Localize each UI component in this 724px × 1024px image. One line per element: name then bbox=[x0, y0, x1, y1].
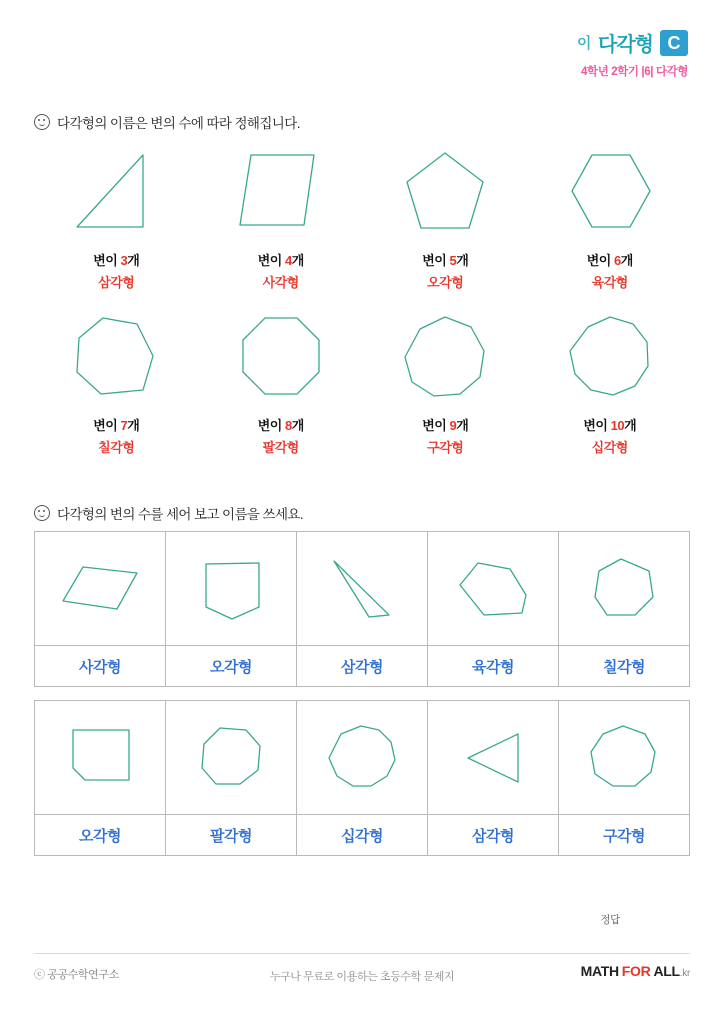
answer-cell[interactable]: 사각형 bbox=[35, 646, 166, 687]
example-sides-text bbox=[363, 250, 528, 269]
footer-copyright: ⓒ 공공수학연구소 bbox=[34, 969, 119, 981]
answer-cell[interactable]: 육각형 bbox=[428, 646, 559, 687]
shape-triangle bbox=[428, 701, 558, 814]
shape-triangle bbox=[297, 532, 427, 645]
sides-suffix: 개 bbox=[127, 418, 140, 433]
answer-cell[interactable]: 구각형 bbox=[559, 815, 690, 856]
table-row-answers bbox=[35, 815, 690, 856]
sides-suffix: 개 bbox=[624, 418, 637, 433]
header-title-row bbox=[577, 28, 688, 57]
example-name: 사각형 bbox=[262, 275, 299, 290]
example-sides-text bbox=[363, 415, 528, 434]
sides-suffix: 개 bbox=[456, 253, 469, 268]
question-shape-cell bbox=[166, 532, 297, 646]
page-header bbox=[577, 28, 688, 79]
section-2-heading bbox=[34, 503, 303, 523]
section-1-heading bbox=[34, 112, 300, 132]
example-cell bbox=[528, 305, 693, 456]
sides-suffix: 개 bbox=[127, 253, 140, 268]
example-sides-text bbox=[34, 250, 199, 269]
shape-pentagon bbox=[166, 532, 296, 645]
shape-octagon bbox=[166, 701, 296, 814]
shape-heptagon bbox=[559, 532, 689, 645]
sides-count: 8 bbox=[284, 418, 292, 433]
sides-prefix: 변이 bbox=[583, 418, 608, 433]
sides-prefix: 변이 bbox=[93, 418, 118, 433]
question-shape-cell bbox=[559, 701, 690, 815]
answer-cell[interactable]: 삼각형 bbox=[297, 646, 428, 687]
footer-divider bbox=[34, 953, 690, 954]
examples-grid bbox=[34, 140, 692, 456]
example-shape-hexagon bbox=[528, 140, 693, 250]
example-sides-text bbox=[199, 250, 364, 269]
example-shape-octagon bbox=[199, 305, 364, 415]
brand-all: ALL bbox=[653, 963, 680, 979]
example-name: 오각형 bbox=[427, 275, 464, 290]
sides-count: 7 bbox=[120, 418, 128, 433]
example-shape-nonagon bbox=[363, 305, 528, 415]
example-name: 팔각형 bbox=[262, 440, 299, 455]
smiley-icon bbox=[34, 114, 50, 130]
example-cell bbox=[199, 305, 364, 456]
sides-count: 6 bbox=[613, 253, 621, 268]
shape-decagon bbox=[297, 701, 427, 814]
question-shape-cell bbox=[428, 532, 559, 646]
question-shape-cell bbox=[559, 532, 690, 646]
shape-nonagon bbox=[559, 701, 689, 814]
example-cell bbox=[528, 140, 693, 291]
table-row-shapes bbox=[35, 532, 690, 646]
example-cell bbox=[363, 140, 528, 291]
example-cell bbox=[34, 140, 199, 291]
shape-hexagon bbox=[428, 532, 558, 645]
sides-count: 3 bbox=[120, 253, 128, 268]
question-table-row-1 bbox=[34, 531, 690, 687]
sides-suffix: 개 bbox=[291, 253, 304, 268]
example-cell bbox=[363, 305, 528, 456]
example-sides-text bbox=[528, 250, 693, 269]
question-shape-cell bbox=[35, 701, 166, 815]
example-sides-text bbox=[199, 415, 364, 434]
answer-cell[interactable]: 오각형 bbox=[35, 815, 166, 856]
answer-cell[interactable]: 오각형 bbox=[166, 646, 297, 687]
example-cell bbox=[199, 140, 364, 291]
sides-count: 10 bbox=[610, 418, 625, 433]
example-shape-heptagon bbox=[34, 305, 199, 415]
example-shape-triangle bbox=[34, 140, 199, 250]
answer-cell[interactable]: 삼각형 bbox=[428, 815, 559, 856]
smiley-icon bbox=[34, 505, 50, 521]
example-shape-quadrilateral bbox=[199, 140, 364, 250]
sides-prefix: 변이 bbox=[422, 418, 447, 433]
shape-rhombus bbox=[35, 532, 165, 645]
sides-prefix: 변이 bbox=[257, 253, 282, 268]
sides-prefix: 변이 bbox=[257, 418, 282, 433]
shape-pentagon bbox=[35, 701, 165, 814]
footer-tagline: 누구나 무료로 이용하는 초등수학 문제지 bbox=[269, 971, 455, 983]
brand-math: MATH bbox=[580, 963, 619, 979]
answer-cell[interactable]: 팔각형 bbox=[166, 815, 297, 856]
question-shape-cell bbox=[166, 701, 297, 815]
example-name: 육각형 bbox=[591, 275, 628, 290]
footer-brand bbox=[581, 963, 690, 979]
sides-suffix: 개 bbox=[620, 253, 633, 268]
sides-count: 9 bbox=[449, 418, 457, 433]
question-shape-cell bbox=[297, 701, 428, 815]
example-sides-text bbox=[34, 415, 199, 434]
header-subtitle: 4학년 2학기 |6| 다각형 bbox=[581, 66, 688, 78]
page-title: 다각형 bbox=[598, 34, 653, 56]
sides-prefix: 변이 bbox=[586, 253, 611, 268]
question-table-row-2 bbox=[34, 700, 690, 856]
example-shape-decagon bbox=[528, 305, 693, 415]
example-name: 십각형 bbox=[591, 440, 628, 455]
sides-prefix: 변이 bbox=[422, 253, 447, 268]
example-sides-text bbox=[528, 415, 693, 434]
question-shape-cell bbox=[428, 701, 559, 815]
table-row-answers bbox=[35, 646, 690, 687]
section-1-heading-text: 다각형의 이름은 변의 수에 따라 정해집니다. bbox=[57, 116, 300, 131]
answer-key-label: 정답 bbox=[600, 914, 620, 926]
example-shape-pentagon bbox=[363, 140, 528, 250]
example-cell bbox=[34, 305, 199, 456]
answer-cell[interactable]: 십각형 bbox=[297, 815, 428, 856]
question-shape-cell bbox=[35, 532, 166, 646]
example-name: 칠각형 bbox=[98, 440, 135, 455]
section-2-heading-text: 다각형의 변의 수를 세어 보고 이름을 쓰세요. bbox=[57, 507, 303, 522]
header-small-label: 이 bbox=[577, 35, 592, 52]
question-shape-cell bbox=[297, 532, 428, 646]
example-name: 삼각형 bbox=[98, 275, 135, 290]
sides-count: 4 bbox=[284, 253, 292, 268]
level-badge: C bbox=[660, 30, 688, 56]
sides-suffix: 개 bbox=[456, 418, 469, 433]
sides-prefix: 변이 bbox=[93, 253, 118, 268]
brand-kr: .kr bbox=[679, 968, 690, 979]
sides-count: 5 bbox=[449, 253, 457, 268]
sides-suffix: 개 bbox=[291, 418, 304, 433]
table-row-shapes bbox=[35, 701, 690, 815]
example-name: 구각형 bbox=[427, 440, 464, 455]
brand-for: FOR bbox=[621, 963, 651, 979]
answer-cell[interactable]: 칠각형 bbox=[559, 646, 690, 687]
